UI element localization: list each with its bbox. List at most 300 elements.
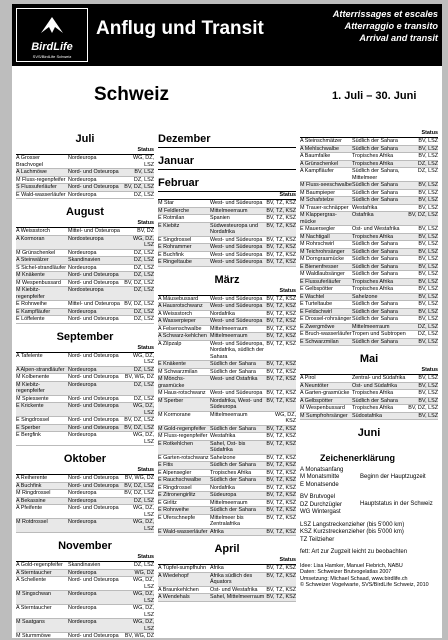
species-status: BV, DZ, LSZ xyxy=(124,424,154,431)
species-status: WG, DZ, KSZ xyxy=(275,411,296,424)
species-name: E Feldschwirl xyxy=(300,308,333,315)
home-region: Südlich der Sahara xyxy=(352,138,398,144)
home-region: Sahelzone xyxy=(352,293,378,300)
species-status: BV, DZ, LSZ xyxy=(124,279,154,286)
table-row xyxy=(16,287,154,301)
home-region: Sahel, Ost- bis Südafrika xyxy=(210,440,246,453)
month-heading: August xyxy=(66,206,104,218)
home-region: Nord- und Osteuropa xyxy=(68,374,119,380)
species-status: BV, LSZ xyxy=(418,197,438,203)
home-region: Westafrika xyxy=(352,204,378,211)
table-row xyxy=(300,294,438,302)
subtitle-it: Atterraggio e transito xyxy=(344,21,438,31)
table-row xyxy=(16,382,154,396)
species-name: E Krickente xyxy=(16,403,44,409)
home-region: Südostafrika xyxy=(352,412,382,419)
species-status: BV, DZ, LSZ xyxy=(124,482,154,489)
home-region: Tropisches Afrika xyxy=(352,390,394,396)
table-row xyxy=(158,208,296,216)
table-row xyxy=(300,241,438,249)
species-name: E Rauchschwalbe xyxy=(158,477,202,483)
species-name: A Alpen-strandläufer xyxy=(16,366,65,373)
home-region: Nordeuropa xyxy=(68,591,97,597)
species-name: M Rohrschwirl xyxy=(300,241,335,247)
home-region: Ost- und Südafrika xyxy=(352,382,397,389)
subtitle-fr: Atterrissages et escales xyxy=(332,9,438,19)
species-status: BV, DZ, LSZ xyxy=(408,405,438,411)
home-region: Ost- und Westafrika xyxy=(210,586,258,593)
home-region: Südlich der Sahara xyxy=(352,338,398,345)
species-status: BV, TZ, KSZ xyxy=(266,200,296,206)
table-row xyxy=(16,605,154,619)
species-status: BV, TZ, KSZ xyxy=(266,565,296,571)
species-name: E Rotkehlchen xyxy=(158,440,194,447)
table-row xyxy=(16,505,154,519)
species-status: BV, TZ, KSZ xyxy=(266,295,296,302)
home-region: Ostafrika xyxy=(352,212,374,218)
species-status: DZ, LSZ xyxy=(133,191,154,198)
home-region: Nordeuropa xyxy=(68,497,97,504)
home-region: Südlich der Sahara xyxy=(352,197,398,203)
home-region: Nord- und Osteuropa xyxy=(68,424,119,431)
species-status: DZ, LSZ xyxy=(133,381,154,388)
species-name: E Ringeltaube xyxy=(158,259,192,265)
home-region: Südlich der Sahara xyxy=(352,189,398,196)
home-region: Südeuropa xyxy=(210,492,237,498)
home-region: Südlich der Sahara, Mittelmeer xyxy=(352,168,400,181)
species-name: E Turteltaube xyxy=(300,301,333,307)
table-row xyxy=(158,573,296,587)
table-row xyxy=(300,153,438,161)
species-name: E Sperber xyxy=(16,424,41,431)
species-name: A Sterntaucher xyxy=(16,605,52,611)
table-row xyxy=(16,432,154,446)
table-row xyxy=(300,249,438,257)
species-status: BV, LSZ xyxy=(418,301,438,307)
species-name: M Spiessente xyxy=(16,395,49,402)
legend-status xyxy=(300,494,438,517)
table-row xyxy=(158,341,296,362)
poster xyxy=(12,4,442,638)
species-status: DZ, LSZ xyxy=(133,176,154,183)
species-name: A Wiedehopf xyxy=(158,572,189,579)
species-name: A Wasserpieper xyxy=(158,318,196,324)
table-row xyxy=(300,205,438,213)
home-region: Tropisches Afrika xyxy=(352,405,394,411)
species-status: WG, DZ, LSZ xyxy=(133,591,154,604)
species-status: BV, TZ, KSZ xyxy=(266,259,296,265)
home-region: Nordosteuropa xyxy=(68,235,104,242)
table-row xyxy=(300,286,438,294)
table-row xyxy=(158,244,296,252)
species-name: M Sperber xyxy=(158,397,184,404)
home-region: Mittelmeerraum xyxy=(210,325,248,332)
species-name: E Alpensegler xyxy=(158,469,192,476)
species-name: E Gelbspötter xyxy=(300,286,333,292)
species-status: BV, LSZ xyxy=(418,138,438,144)
species-status: WG, DZ, LSZ xyxy=(133,619,154,632)
legend-month-a: A Monatsanfang xyxy=(300,466,344,473)
legend-months xyxy=(300,467,438,490)
table-row xyxy=(16,228,154,236)
species-name: A Tüpfel-sumpfhuhn xyxy=(158,565,207,571)
home-region: Nord- und Osteuropa xyxy=(68,184,119,190)
table-row xyxy=(158,326,296,334)
species-name: A Mäusebussard xyxy=(158,295,199,302)
species-status: BV, TZ, KSZ xyxy=(266,251,296,258)
table-row xyxy=(16,301,154,309)
table-row xyxy=(16,570,154,578)
species-status: DZ, LSZ xyxy=(133,257,154,263)
species-status: DZ, LSZ xyxy=(417,331,438,337)
species-name: A Pfeifente xyxy=(16,505,43,511)
species-name: E Fitis xyxy=(158,462,173,468)
species-status: WG, DZ, LSZ xyxy=(133,432,154,445)
species-status: BV, DZ xyxy=(137,228,154,234)
species-status: BV, LSZ xyxy=(418,256,438,262)
home-region: Nordeuropa xyxy=(68,308,97,315)
home-region: Skandinavien xyxy=(68,562,101,568)
species-status: BV, WG, DZ xyxy=(124,374,154,380)
species-status: BV, TZ, KSZ xyxy=(266,244,296,250)
table-row xyxy=(158,587,296,595)
home-region: Nordeuropa xyxy=(68,619,97,625)
home-region: Ost- und Westafrika xyxy=(352,226,400,232)
home-region: Nord- und Osteuropa xyxy=(68,633,119,638)
legend-route-tz: TZ Teilzieher xyxy=(300,536,335,543)
species-status: BV, TZ, KSZ xyxy=(266,586,296,593)
species-status: BV, TZ, KSZ xyxy=(266,215,296,221)
species-name: A Sterntaucher xyxy=(16,569,52,576)
species-name: A Hausrotschwanz xyxy=(158,303,203,309)
table-row xyxy=(300,161,438,169)
column-3-list xyxy=(300,130,438,441)
table-row xyxy=(16,417,154,425)
species-name: S Sichel-strandläufer xyxy=(16,264,67,271)
status-label: Status xyxy=(16,147,154,155)
table-row xyxy=(300,309,438,317)
month-heading: Juni xyxy=(357,427,381,439)
month-heading: Februar xyxy=(158,176,296,192)
species-status: BV, TZ, KSZ xyxy=(266,477,296,483)
home-region: Mittelmeerraum xyxy=(210,207,248,214)
month-heading: Juli xyxy=(75,133,95,145)
home-region: Mittelmeerraum xyxy=(210,333,248,339)
species-status: BV, TZ, KSZ xyxy=(266,454,296,461)
species-name: M Wespenbussard xyxy=(16,279,61,286)
month-heading: Dezember xyxy=(158,132,296,148)
home-region: Südlich der Sahara xyxy=(352,316,398,322)
species-status: BV, LSZ xyxy=(418,412,438,419)
home-region: Sahel, Mittelmeerraum xyxy=(210,594,265,600)
table-row xyxy=(158,565,296,573)
table-row xyxy=(158,433,296,441)
home-region: Südlich der Sahara xyxy=(210,462,256,468)
table-row xyxy=(158,311,296,319)
species-status: BV, DZ, LSZ xyxy=(124,490,154,496)
home-region: Nord- und Osteuropa xyxy=(68,279,119,286)
species-name: E Singdrossel xyxy=(16,417,50,423)
species-name: M Gold-regenpfeifer xyxy=(158,425,206,432)
home-region: Nordosteuropa xyxy=(68,287,104,293)
table-row xyxy=(158,455,296,463)
species-status: DZ, LSZ xyxy=(133,272,154,278)
home-region: West- und Südeuropa xyxy=(210,236,263,243)
home-region: Nordafrika xyxy=(210,310,235,317)
species-status: WG, DZ xyxy=(134,569,154,576)
home-region: Tropisches Afrika xyxy=(352,233,394,240)
home-region: Nordeuropa xyxy=(68,605,97,611)
species-name: A Tafelente xyxy=(16,352,43,359)
species-status: BV, TZ, KSZ xyxy=(266,440,296,447)
table-row xyxy=(158,318,296,326)
table-row xyxy=(300,146,438,154)
home-region: Nord- und Osteuropa xyxy=(68,505,119,511)
table-row xyxy=(158,470,296,478)
species-status: BV, TZ, KSZ xyxy=(266,492,296,498)
species-name: A Buchfink xyxy=(16,482,42,489)
species-name: A Reiherente xyxy=(16,475,48,481)
table-row xyxy=(16,490,154,498)
home-region: Nordafrika, West- und Südeuropa xyxy=(210,397,263,410)
species-name: A Lachmöwe xyxy=(16,169,47,175)
species-status: BV, LSZ xyxy=(418,248,438,255)
species-name: A Kampfläufer xyxy=(300,168,334,174)
home-region: West- und Südeuropa xyxy=(210,303,263,309)
subtitles xyxy=(302,8,438,44)
species-status: BV, WG, DZ xyxy=(124,475,154,481)
species-name: M Trauer-schnäpper xyxy=(300,204,349,211)
species-status: WG, DZ, LSZ xyxy=(133,519,154,532)
home-region: Nordeuropa xyxy=(68,569,97,576)
species-status: BV, TZ, KSZ xyxy=(266,528,296,535)
species-name: E Girlitz xyxy=(158,499,177,506)
species-status: BV, LSZ xyxy=(418,338,438,345)
status-label: Status xyxy=(300,367,438,375)
table-row xyxy=(158,200,296,208)
species-name: A Grosser Brachvogel xyxy=(16,155,43,168)
species-name: M Teichrohrsänger xyxy=(300,248,345,255)
bird-icon xyxy=(39,13,65,39)
species-status: BV, DZ, LSZ xyxy=(124,417,154,423)
species-name: M Fluss-seeschwalbe xyxy=(300,182,352,188)
credits xyxy=(300,563,438,589)
home-region: Tropisches Afrika xyxy=(352,278,394,285)
home-region: Westafrika xyxy=(210,433,236,439)
month-heading: September xyxy=(56,330,114,343)
home-region: Nord- und Osteuropa xyxy=(68,272,119,278)
species-name: M Grünschenkel xyxy=(16,249,56,256)
birdlife-logo xyxy=(16,8,88,62)
home-region: Südlich der Sahara xyxy=(352,271,398,277)
species-status: BV, TZ, KSZ xyxy=(266,310,296,317)
table-row xyxy=(158,485,296,493)
logo-subtext: SVS/BirdLife Schweiz xyxy=(32,54,72,59)
species-status: BV, TZ, KSZ xyxy=(266,484,296,491)
species-status: BV, LSZ xyxy=(418,204,438,211)
month-heading: Mai xyxy=(359,353,379,365)
species-status: BV, TZ, KSZ xyxy=(266,425,296,432)
species-status: BV, LSZ xyxy=(418,153,438,159)
species-status: WG, DZ, LSZ xyxy=(133,403,154,416)
species-status: BV, TZ, KSZ xyxy=(266,514,296,521)
home-region: Nordeuropa xyxy=(68,432,97,438)
table-row xyxy=(158,215,296,223)
species-status: WG, DZ, LSZ xyxy=(133,577,154,590)
table-row xyxy=(300,405,438,413)
species-name: A Zilpzalp xyxy=(158,340,182,347)
table-row xyxy=(158,412,296,426)
status-label: Status xyxy=(300,130,438,138)
species-status: BV, TZ, KSZ xyxy=(266,499,296,506)
species-status: BV, TZ, KSZ xyxy=(266,433,296,439)
species-name: E Rotmilan xyxy=(158,215,185,221)
species-name: M Haus-rotschwanz xyxy=(158,390,206,396)
credit-line: Daten: Schweizer Brutvogelatlas 2007 xyxy=(300,569,392,575)
table-row xyxy=(300,256,438,264)
species-status: BV, LSZ xyxy=(418,241,438,247)
species-name: E Löffelente xyxy=(16,316,45,322)
species-name: M Saatgans xyxy=(16,619,45,625)
table-row xyxy=(158,477,296,485)
month-heading: März xyxy=(214,273,240,286)
home-region: Mittel- und Osteuropa xyxy=(68,301,120,307)
table-row xyxy=(16,619,154,633)
table-row xyxy=(300,226,438,234)
table-row xyxy=(300,383,438,391)
species-status: BV, TZ, KSZ xyxy=(266,376,296,382)
legend-note: fett: Art zur Zugzeit leicht zu beobachten xyxy=(300,549,408,555)
species-status: BV, TZ, KSZ xyxy=(266,462,296,468)
species-name: M Kormorane xyxy=(158,411,191,418)
table-row xyxy=(16,280,154,288)
home-region: Nordeuropa xyxy=(68,519,97,525)
table-row xyxy=(16,250,154,258)
home-region: Mittel- und Osteuropa xyxy=(68,228,120,234)
species-status: BV, TZ, KSZ xyxy=(266,325,296,332)
home-region: Nordafrika xyxy=(210,484,235,491)
species-name: A Pirol xyxy=(300,375,316,381)
species-status: BV, LSZ xyxy=(418,271,438,277)
species-status: DZ, LSZ xyxy=(133,497,154,504)
table-row xyxy=(16,374,154,382)
species-status: WG, DZ, LSZ xyxy=(133,505,154,518)
home-region: West- und Südeuropa xyxy=(210,200,263,206)
table-row xyxy=(16,236,154,250)
status-label: Status xyxy=(16,467,154,475)
home-region: Nordeuropa xyxy=(68,366,97,373)
home-region: Nord- und Osteuropa xyxy=(68,577,119,583)
species-status: BV, TZ, KSZ xyxy=(266,340,296,347)
species-status: DZ, LSZ xyxy=(133,562,154,568)
status-label: Status xyxy=(158,557,296,565)
species-name: E Zwergmöwe xyxy=(300,323,335,330)
home-region: Zentral- und Südafrika xyxy=(352,375,406,381)
status-label: Status xyxy=(158,192,296,200)
home-region: Nord- und Osteuropa xyxy=(68,352,119,359)
species-status: BV, TZ, KSZ xyxy=(266,390,296,396)
species-name: E Uferschnepfe xyxy=(158,514,196,521)
species-name: M Wespenbussard xyxy=(300,405,345,411)
table-row xyxy=(158,515,296,529)
home-region: Südlich der Sahara xyxy=(210,425,256,432)
table-row xyxy=(300,138,438,146)
species-name: E Bruch-wasserläufer xyxy=(300,331,352,337)
species-name: A Weissstorch xyxy=(16,228,51,234)
home-region: Afrika südlich des Äquators xyxy=(210,572,253,585)
species-status: DZ, LSZ xyxy=(133,308,154,315)
home-region: Südlich der Sahara xyxy=(352,308,398,315)
species-name: A Bekassine xyxy=(16,497,46,504)
table-row xyxy=(300,264,438,272)
page-title: Anflug und Transit xyxy=(96,18,264,39)
legend-status-bv: BV Brutvogel xyxy=(300,494,336,500)
table-row xyxy=(300,375,438,383)
species-name: M Schwarzmilan xyxy=(158,368,198,375)
species-name: E Kampfläufer xyxy=(16,308,51,315)
species-name: A Schellente xyxy=(16,577,46,583)
species-status: BV, TZ, KSZ xyxy=(266,507,296,513)
credit-line: Idee: Lisa Hamker, Manuel Fiebrich, NABU xyxy=(300,562,403,569)
home-region: West- und Südeuropa xyxy=(210,244,263,250)
table-row xyxy=(158,441,296,455)
date-range: 1. Juli – 30. Juni xyxy=(332,90,417,102)
species-name: E Zitronengirlitz xyxy=(158,492,196,498)
table-row xyxy=(158,223,296,237)
legend xyxy=(300,455,438,589)
table-row xyxy=(158,237,296,245)
species-status: BV, TZ, KSZ xyxy=(266,318,296,324)
species-status: DZ, LSZ xyxy=(133,249,154,256)
species-status: WG, DZ, LSZ xyxy=(133,352,154,365)
species-name: A Wendehals xyxy=(158,594,190,600)
table-row xyxy=(158,500,296,508)
species-name: A Kormoran xyxy=(16,235,45,242)
header-bar xyxy=(12,4,442,66)
column-3 xyxy=(300,130,438,589)
credit-line: © Schweizer Vogelwarte, SVS/BirdLife Schweiz, 2010 xyxy=(300,582,429,588)
species-name: E Singdrossel xyxy=(158,236,192,243)
species-name: S Flussuferläufer xyxy=(16,184,57,190)
home-region: Nordeuropa xyxy=(68,155,97,161)
home-region: Südwesteuropa und Nordafrika xyxy=(210,222,258,235)
species-status: BV, TZ, KSZ xyxy=(266,469,296,476)
species-status: BV, TZ, KSZ xyxy=(266,368,296,375)
home-region: Tropen und Subtropen xyxy=(352,331,406,337)
table-row xyxy=(16,633,154,638)
table-row xyxy=(158,390,296,398)
home-region: Mittelmeerraum xyxy=(210,499,248,506)
species-status: BV, LSZ xyxy=(418,390,438,396)
home-region: West- und Südeuropa xyxy=(210,390,263,396)
species-name: E Rohrweihe xyxy=(158,507,189,513)
species-status: BV, TZ, KSZ xyxy=(266,397,296,404)
column-2 xyxy=(158,126,296,602)
table-row xyxy=(16,309,154,317)
species-name: A Mehlschwalbe xyxy=(300,145,339,152)
table-row xyxy=(300,271,438,279)
table-row xyxy=(300,234,438,242)
species-status: DZ, LSZ xyxy=(133,316,154,322)
species-status: BV, TZ, KSZ xyxy=(266,236,296,243)
table-row xyxy=(16,396,154,404)
species-name: E Buchfink xyxy=(158,251,184,258)
table-row xyxy=(16,265,154,273)
species-status: BV, TZ, KSZ xyxy=(266,594,296,600)
table-row xyxy=(300,331,438,339)
home-region: Südlich der Sahara xyxy=(352,145,398,152)
home-region: Nord- und Osteuropa xyxy=(68,403,119,409)
